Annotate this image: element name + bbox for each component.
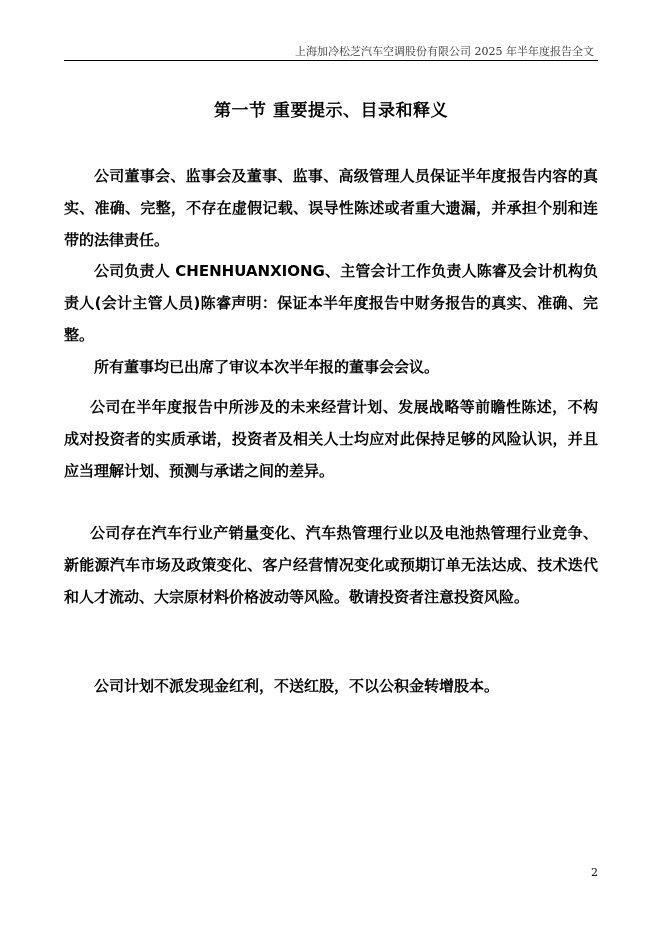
- section-title: 第一节 重要提示、目录和释义: [214, 101, 448, 121]
- paragraph-board-guarantee: 公司董事会、监事会及董事、监事、高级管理人员保证半年度报告内容的真实、准确、完整，不存在虚假记载、误导性陈述或者重大遗漏，并承担个别和连带的法律责任。: [64, 167, 598, 249]
- paragraph-responsible-persons: 公司负责人 CHENHUANXIONG、主管会计工作负责人陈睿及会计机构负责人(会计主管人员)陈睿声明：保证本半年度报告中财务报告的真实、准确、完整。: [64, 262, 598, 344]
- paragraph-directors-attendance: 所有董事均已出席了审议本次半年报的董事会会议。: [94, 358, 440, 376]
- paragraph-risk-factors: 公司存在汽车行业产销量变化、汽车热管理行业以及电池热管理行业竞争、新能源汽车市场及政策变化、客户经营情况变化或预期订单无法达成、技术迭代和人才流动、大宗原材料价格波动等风险。敬请投资者注意投资风险。: [64, 524, 598, 606]
- header-divider: [64, 60, 598, 61]
- page-number: 2: [591, 866, 598, 879]
- paragraph-forward-looking: 公司在半年度报告中所涉及的未来经营计划、发展战略等前瞻性陈述，不构成对投资者的实质承诺，投资者及相关人士均应对此保持足够的风险认识，并且应当理解计划、预测与承诺之间的差异。: [64, 398, 598, 480]
- paragraph-dividend-plan: 公司计划不派发现金红利，不送红股，不以公积金转增股本。: [94, 677, 500, 695]
- running-header: 上海加冷松芝汽车空调股份有限公司 2025 年半年度报告全文: [295, 45, 594, 58]
